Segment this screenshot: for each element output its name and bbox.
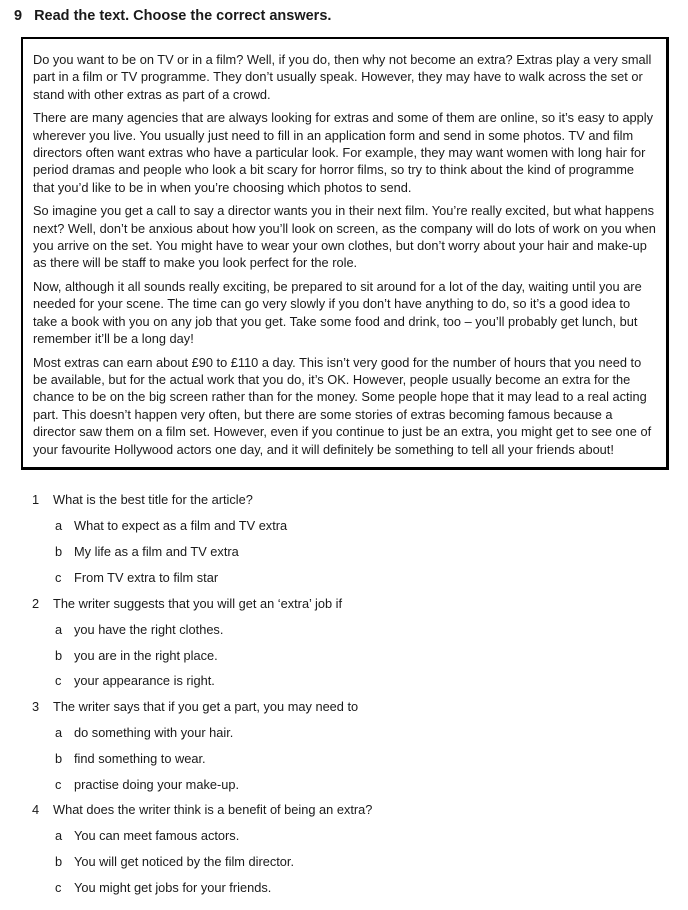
question-number: 3 — [32, 699, 40, 714]
option-text: find something to wear. — [74, 751, 206, 766]
answer-option[interactable] — [55, 751, 206, 766]
option-letter: a — [55, 622, 63, 637]
option-letter: a — [55, 725, 63, 740]
answer-option[interactable] — [55, 673, 215, 688]
option-letter: b — [55, 751, 63, 766]
answer-option[interactable] — [55, 570, 218, 585]
option-text: practise doing your make-up. — [74, 777, 240, 792]
option-text: your appearance is right. — [74, 673, 215, 688]
option-letter: c — [55, 673, 62, 688]
article-paragraph: There are many agencies that are always looking for extras and some of them are online, so it’s easy to apply wherever you live. You usually just need to fill in an application form and send in some photos. TV and film directors often want extras who have a particular look. For example, they may want women with long hair for period dramas and people who look a bit scary for horror films, so try to think about the kind of programme that you’d like to be in when you’re choosing which photos to send. — [33, 110, 654, 195]
answer-option[interactable] — [55, 622, 223, 637]
article-text-box — [21, 37, 669, 470]
option-letter: b — [55, 854, 63, 869]
answer-option[interactable] — [55, 725, 233, 740]
option-letter: a — [55, 828, 63, 843]
option-text: do something with your hair. — [74, 725, 234, 740]
article-paragraph: Now, although it all sounds really exciting, be prepared to sit around for a lot of the day, waiting until you are needed for your scene. The time can go very slowly if you don’t have anything to do, so it’s a good idea to take a book with you on any job that you get. Take some food and drink, too – you’ll probably get lunch, but remember it’ll be a long day! — [33, 278, 642, 347]
option-letter: b — [55, 648, 63, 663]
option-text: you have the right clothes. — [74, 622, 224, 637]
option-text: You can meet famous actors. — [74, 828, 240, 843]
question-text: What does the writer think is a benefit of being an extra? — [53, 802, 373, 817]
answer-option[interactable] — [55, 544, 239, 559]
question-number: 1 — [32, 492, 40, 507]
article-paragraph: Do you want to be on TV or in a film? Well, if you do, then why not become an extra? Extras play a very small part in a film or TV programme. They don’t usually speak. However, they may have to walk across the set or stand with other extras as part of a crowd. — [33, 52, 652, 102]
option-text: From TV extra to film star — [74, 570, 219, 585]
question-number: 2 — [32, 596, 40, 611]
option-text: You might get jobs for your friends. — [74, 880, 272, 895]
question-text: The writer suggests that you will get an ‘extra’ job if — [53, 596, 343, 611]
article-paragraph: Most extras can earn about £90 to £110 a day. This isn’t very good for the number of hours that you need to be available, but for the actual work that you do, it’s OK. However, people usually become an extra for the chance to be on the big screen rather than for the money. Some people hope that it may lead to a real acting part. This doesn’t happen very often, but there are some stories of extras becoming famous because a director saw them on a film set. However, even if you continue to just be an extra, you might get to see one of your favourite Hollywood actors one day, and it will definitely be something to tell all your friends about! — [33, 354, 652, 457]
option-letter: b — [55, 544, 63, 559]
question-text: The writer says that if you get a part, you may need to — [53, 699, 359, 714]
option-letter: c — [55, 570, 62, 585]
question-1 — [32, 492, 253, 507]
option-letter: a — [55, 518, 63, 533]
question-4 — [32, 802, 372, 817]
article-paragraph: So imagine you get a call to say a director wants you in their next film. You’re really excited, but what happens next? Well, don’t be anxious about how you’ll look on screen, as the company will do lots of work on you when you arrive on the set. You might have to wear your own clothes, but don’t worry about your hair and make-up as there will be staff to make you look perfect for the role. — [33, 203, 656, 271]
option-text: My life as a film and TV extra — [74, 544, 239, 559]
exercise-header — [14, 8, 331, 24]
question-text: What is the best title for the article? — [53, 492, 253, 507]
answer-option[interactable] — [55, 518, 287, 533]
option-text: You will get noticed by the film director. — [74, 854, 295, 869]
answer-option[interactable] — [55, 828, 239, 843]
question-2 — [32, 596, 342, 611]
answer-option[interactable] — [55, 880, 271, 895]
option-letter: c — [55, 777, 62, 792]
option-letter: c — [55, 880, 62, 895]
answer-option[interactable] — [55, 777, 239, 792]
option-text: you are in the right place. — [74, 648, 218, 663]
answer-option[interactable] — [55, 648, 218, 663]
option-text: What to expect as a film and TV extra — [74, 518, 288, 533]
exercise-instruction: Read the text. Choose the correct answers. — [34, 8, 332, 24]
question-3 — [32, 699, 358, 714]
question-number: 4 — [32, 802, 40, 817]
answer-option[interactable] — [55, 854, 294, 869]
exercise-number: 9 — [14, 8, 23, 24]
